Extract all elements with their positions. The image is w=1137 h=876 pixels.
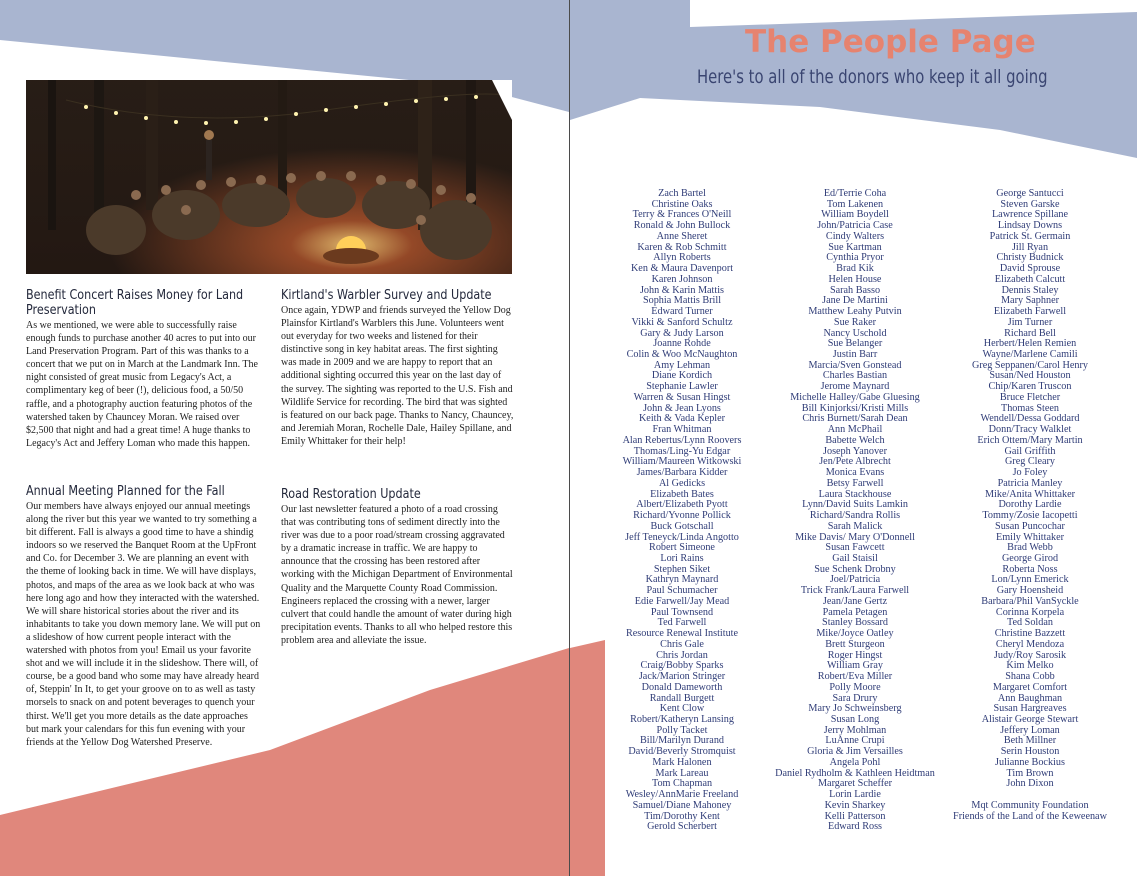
- donor-name: Karen Johnson: [651, 273, 713, 285]
- donor-name: Susan/Ned Houston: [989, 370, 1071, 382]
- donor-name: Erich Ottem/Mary Martin: [977, 434, 1083, 446]
- donor-organization: Mqt Community Foundation: [971, 799, 1089, 811]
- donor-name: Jean/Jane Gertz: [822, 595, 888, 607]
- donor-name: Mark Lareau: [655, 767, 709, 779]
- donor-name: Polly Moore: [829, 681, 881, 693]
- donor-name: Elizabeth Farwell: [993, 306, 1067, 318]
- donor-name: Cheryl Mendoza: [995, 638, 1065, 650]
- donor-name: Lynn/David Suits Lamkin: [802, 499, 908, 511]
- donor-name: Margaret Comfort: [992, 681, 1068, 693]
- donor-name: Sara Drury: [832, 692, 878, 704]
- donor-name: Susan Long: [830, 713, 880, 725]
- article-body: As we mentioned, we were able to successfully raise enough funds to purchase another 40 acres to put into our Land Preservation Program. Part of this was thanks to a concert that we put on in March at the Landmark Inn. The night consisted of great music from Legacy's Act, a complimentary keg of beer (!), delicious food, a 50/50 raffle, and a photography auction featuring photos of the watershed taken by Chauncey Moran. We raised over $2,500 that night and had a great time! A huge thanks to Legacy's Act and Jeffery Loman who made this happen.: [26, 320, 258, 449]
- donor-name: John Dixon: [1006, 778, 1054, 790]
- donor-name: Stephen Siket: [653, 563, 711, 575]
- donor-name: Paul Schumacher: [646, 585, 718, 597]
- donor-name: Laura Stackhouse: [818, 488, 892, 500]
- donor-name: Dorothy Lardie: [998, 499, 1062, 511]
- donor-name: Donald Dameworth: [641, 681, 723, 693]
- donor-name: Sue Raker: [833, 316, 877, 328]
- article-headline: Kirtland's Warbler Survey and Update: [281, 288, 492, 303]
- donor-name: Kim Melko: [1006, 660, 1054, 672]
- donor-name: Babette Welch: [825, 434, 885, 446]
- article-body: Our members have always enjoyed our annual meetings along the river but this year we wanted to try something a bit different. Fall is always a good time to have a shindig indoors so we reserved the Banquet Room at the UpFront and Co. for December 3. We are planning an event with the theme of looking back in time. We will have displays, photos, and maps of the area as we look back at who was here long ago and how they interacted with the watershed. We will share historical stories about the river and its inhabitants to take you down memory lane. We will put on a slideshow of how current people interact with the watershed with photos from you! Email us your favorite shot and we will include it in the slideshow. There will, of course, be a good band who some may have already heard of, Steppin' In It, to get your groove on to as well as tasty morsels to snack on and potent beverages to quench your thirst. We'll get you more details as the date approaches but mark your calendars for this fun evening with your friends at the Yellow Dog Watershed Preserve.: [26, 501, 261, 748]
- donor-name: Steven Garske: [1000, 198, 1060, 210]
- donor-name: Richard/Sandra Rollis: [809, 510, 901, 522]
- donor-name: Jeff Teneyck/Linda Angotto: [625, 531, 739, 543]
- donor-name: Allyn Roberts: [653, 252, 711, 264]
- article-annual-meeting: [26, 484, 262, 749]
- donor-name: Colin & Woo McNaughton: [626, 349, 738, 361]
- donor-name: Joel/Patricia: [829, 574, 881, 586]
- donor-name: Paul Townsend: [650, 606, 714, 618]
- donor-name: Sue Schenk Drobny: [814, 563, 896, 575]
- donor-name: Gloria & Jim Versailles: [807, 746, 903, 758]
- donor-name: Thomas/Ling-Yu Edgar: [633, 445, 731, 457]
- donor-name: Susan Hargreaves: [993, 703, 1067, 715]
- donor-name: Jill Ryan: [1011, 241, 1049, 253]
- donor-name: Mary Jo Schweinsberg: [808, 703, 902, 715]
- donor-name: Lindsay Downs: [997, 220, 1063, 232]
- donor-name: Monica Evans: [825, 467, 885, 479]
- donor-name: Greg Seppanen/Carol Henry: [972, 359, 1088, 371]
- donor-name: Fran Whitman: [652, 424, 712, 436]
- donor-name: Julianne Bockius: [995, 756, 1065, 768]
- donor-name: Robert/Eva Miller: [817, 671, 893, 683]
- donor-name: Robert/Katheryn Lansing: [630, 713, 734, 725]
- donor-name: John & Karin Mattis: [639, 284, 725, 296]
- donor-name: Alistair George Stewart: [981, 713, 1079, 725]
- donor-name: Kathryn Maynard: [645, 574, 719, 586]
- donor-name: Lori Rains: [660, 552, 704, 564]
- donor-name: Sarah Malick: [827, 520, 883, 532]
- donor-name: Elizabeth Calcutt: [994, 273, 1066, 285]
- donor-name: Ed/Terrie Coha: [823, 188, 887, 199]
- donor-name: Serin Houston: [1000, 746, 1060, 758]
- donor-name: Jerome Maynard: [820, 381, 890, 393]
- donor-name: Edward Ross: [827, 821, 883, 833]
- donor-name: Roberta Noss: [1002, 563, 1058, 575]
- donor-name: Ann Baughman: [997, 692, 1063, 704]
- donor-name: Richard/Yvonne Pollick: [633, 510, 731, 522]
- donor-name: Bill Kinjorksi/Kristi Mills: [801, 402, 909, 414]
- donor-name: Sue Belanger: [827, 338, 883, 350]
- donor-name: Kevin Sharkey: [824, 799, 886, 811]
- donor-name: Jeffery Loman: [1000, 724, 1060, 736]
- donor-name: Warren & Susan Hingst: [633, 391, 731, 403]
- donor-name: Betsy Farwell: [826, 477, 884, 489]
- donor-name: Tim Brown: [1006, 767, 1054, 779]
- donor-name: Tom Lakenen: [826, 198, 884, 210]
- donor-name: Lawrence Spillane: [991, 209, 1069, 221]
- donor-name: Terry & Frances O'Neill: [632, 209, 732, 221]
- donor-name: Edie Farwell/Jay Mead: [634, 595, 730, 607]
- donor-name: Gail Staisil: [832, 552, 878, 564]
- donor-name: Jo Foley: [1012, 467, 1048, 479]
- donor-name: David Sprouse: [999, 263, 1061, 275]
- donor-column-3: [930, 189, 1130, 822]
- donor-name: Thomas Steen: [1000, 402, 1059, 414]
- donor-name: Charles Bastian: [822, 370, 888, 382]
- donor-name: Susan Fawcett: [825, 542, 885, 554]
- donor-name: Diane Kordich: [651, 370, 713, 382]
- donor-name: Ted Soldan: [1007, 617, 1053, 629]
- article-kirtlands-warbler: [281, 288, 515, 448]
- donor-name: Karen & Rob Schmitt: [637, 241, 727, 253]
- donor-name: Albert/Elizabeth Pyott: [636, 499, 728, 511]
- donor-name: Roger Hingst: [827, 649, 883, 661]
- article-body: Our last newsletter featured a photo of a road crossing that was contributing tons of sediment directly into the river was due to a poor road/stream crossing aggravated by a dramatic increase in traffic. We are happy to announce that the crossing has been restored after working with the Michigan Department of Environmental Quality and the Marquette County Road Commission. Engineers replaced the crossing with a newer, larger culvert that could handle the amount of water during high precipitation events. Thanks to all who helped restore this problem area and alleviate the issue.: [281, 504, 513, 646]
- donor-name: Brad Webb: [1007, 542, 1053, 554]
- donor-name: Stanley Bossard: [822, 617, 888, 629]
- donor-name: Joanne Rohde: [653, 338, 711, 350]
- article-body: Once again, YDWP and friends surveyed the Yellow Dog Plainsfor Kirtland's Warblers this June. Volunteers went out everyday for two weeks and listened for their distinctive song in key habitat areas. The first sighting was made in 2009 and we are happy to report that an additional sighting occurred this year on the last day of the survey. The sighting was reported to the U.S. Fish and Wildlife Service for recording. The bird that was sighted is featured on our back page. Thanks to Nancy, Chauncey, and Jeremiah Moran, Rochelle Dale, Hailey Spillane, and Emily Whittaker for their help!: [281, 305, 514, 447]
- donor-name: David/Beverly Stromquist: [628, 746, 736, 758]
- donor-name: Patricia Manley: [997, 477, 1063, 489]
- donor-column-1: [592, 189, 772, 833]
- donor-name: Mark Halonen: [652, 756, 712, 768]
- donor-name: William Boydell: [821, 209, 889, 221]
- donor-name: Gary & Judy Larson: [640, 327, 724, 339]
- donor-name: Dennis Staley: [1001, 284, 1059, 296]
- donor-name: Christine Oaks: [651, 198, 713, 210]
- donor-name: Greg Cleary: [1004, 456, 1056, 468]
- donor-name: Wendell/Dessa Goddard: [980, 413, 1080, 425]
- donor-name: Emily Whittaker: [996, 531, 1064, 543]
- donor-name: Wesley/AnnMarie Freeland: [625, 789, 739, 801]
- donor-name: Judy/Roy Sarosik: [993, 649, 1067, 661]
- donor-name: Randall Burgett: [649, 692, 715, 704]
- donor-name: Pamela Petagen: [822, 606, 888, 618]
- donor-name: Polly Tacket: [656, 724, 708, 736]
- donor-organization: Friends of the Land of the Keweenaw: [953, 810, 1107, 822]
- donor-name: Richard Bell: [1004, 327, 1056, 339]
- donor-name: Patrick St. Germain: [989, 230, 1071, 242]
- article-benefit-concert: [26, 288, 262, 450]
- donor-name: Jen/Pete Albrecht: [819, 456, 891, 468]
- page-subtitle: Here's to all of the donors who keep it all going: [697, 66, 1048, 88]
- donor-name: John & Jean Lyons: [643, 402, 721, 414]
- donor-name: Elizabeth Bates: [650, 488, 714, 500]
- donor-name: Amy Lehman: [653, 359, 711, 371]
- donor-name: Helen House: [828, 273, 882, 285]
- donor-name: Mary Saphner: [1001, 295, 1059, 307]
- donor-name: Wayne/Marlene Camili: [982, 349, 1078, 361]
- donor-name: Bill/Marilyn Durand: [639, 735, 725, 747]
- article-headline: Annual Meeting Planned for the Fall: [26, 484, 225, 499]
- donor-name: Brad Kik: [836, 263, 874, 275]
- donor-name: William Gray: [827, 660, 883, 672]
- donor-name: Mike/Anita Whittaker: [984, 488, 1076, 500]
- donor-name: Keith & Vada Kepler: [638, 413, 726, 425]
- donor-name: Ann McPhail: [827, 424, 883, 436]
- donor-name: Michelle Halley/Gabe Gluesing: [790, 391, 920, 403]
- donor-name: Christy Budnick: [996, 252, 1064, 264]
- donor-name: Susan Puncochar: [995, 520, 1065, 532]
- donor-name: Cindy Walters: [825, 230, 885, 242]
- donor-name: James/Barbara Kidder: [636, 467, 728, 479]
- donor-name: Jerry Mohlman: [823, 724, 887, 736]
- donor-name: Ted Farwell: [657, 617, 707, 629]
- donor-name: Resource Renewal Institute: [625, 628, 739, 640]
- donor-name: Beth Millner: [1003, 735, 1057, 747]
- donor-name: LuAnne Crupi: [825, 735, 885, 747]
- donor-name: Jack/Marion Stringer: [638, 671, 726, 683]
- donor-name: Sarah Basso: [829, 284, 881, 296]
- donor-name: Cynthia Pryor: [826, 252, 884, 264]
- donor-name: Buck Gotschall: [650, 520, 714, 532]
- donor-name: Chris Burnett/Sarah Dean: [802, 413, 908, 425]
- donor-name: Samuel/Diane Mahoney: [632, 799, 732, 811]
- page-spine: [569, 0, 570, 876]
- article-road-restoration: [281, 487, 515, 647]
- donor-name: Corinna Korpela: [995, 606, 1065, 618]
- donor-name: Alan Rebertus/Lynn Roovers: [622, 434, 742, 446]
- donor-name: George Santucci: [996, 188, 1064, 199]
- donor-name: Ronald & John Bullock: [633, 220, 731, 232]
- donor-name: Brett Sturgeon: [825, 638, 885, 650]
- donor-name: John/Patricia Case: [817, 220, 893, 232]
- donor-name: Sophia Mattis Brill: [642, 295, 722, 307]
- donor-name: Chip/Karen Truscon: [988, 381, 1072, 393]
- article-headline: Benefit Concert Raises Money for Land Preservation: [26, 288, 244, 318]
- donor-name: William/Maureen Witkowski: [622, 456, 742, 468]
- donor-name: Herbert/Helen Remien: [983, 338, 1077, 350]
- page-title: The People Page: [745, 24, 1036, 60]
- donor-name: Tommy/Zosie Iacopetti: [982, 510, 1078, 522]
- donor-name: Gary Hoensheid: [996, 585, 1064, 597]
- donor-name: Tom Chapman: [651, 778, 713, 790]
- donor-name: Donn/Tracy Walklet: [988, 424, 1072, 436]
- donor-name: Stephanie Lawler: [646, 381, 718, 393]
- donor-name: Angela Pohl: [829, 756, 881, 768]
- donor-name: Ken & Maura Davenport: [630, 263, 734, 275]
- donor-name: Justin Barr: [832, 349, 878, 361]
- donor-name: Jane De Martini: [822, 295, 888, 307]
- donor-name: Chris Gale: [660, 638, 704, 650]
- campfire-photo: [26, 80, 512, 274]
- donor-name: Robert Simeone: [649, 542, 715, 554]
- donor-name: Mike Davis/ Mary O'Donnell: [795, 531, 915, 543]
- donor-column-2: [760, 189, 950, 833]
- donor-name: Joseph Yanover: [823, 445, 887, 457]
- donor-name: Sue Kartman: [828, 241, 882, 253]
- donor-name: Kelli Patterson: [824, 810, 886, 822]
- donor-name: Craig/Bobby Sparks: [640, 660, 724, 672]
- donor-name: Christine Bazzett: [994, 628, 1066, 640]
- donor-name: Edward Turner: [651, 306, 713, 318]
- donor-name: Nancy Uschold: [823, 327, 887, 339]
- donor-name: Marcia/Sven Gonstead: [808, 359, 902, 371]
- donor-name: Daniel Rydholm & Kathleen Heidtman: [775, 767, 935, 779]
- donor-name: Vikki & Sanford Schultz: [631, 316, 733, 328]
- donor-name: Gerold Scherbert: [647, 821, 717, 833]
- donor-name: Bruce Fletcher: [999, 391, 1061, 403]
- donor-name: Margaret Scheffer: [817, 778, 892, 790]
- donor-name: Anne Sheret: [656, 230, 708, 242]
- donor-name: Mike/Joyce Oatley: [816, 628, 894, 640]
- donor-name: Chris Jordan: [656, 649, 708, 661]
- donor-name: Jim Turner: [1007, 316, 1053, 328]
- donor-name: Lorin Lardie: [829, 789, 881, 801]
- donor-name: Matthew Leahy Putvin: [808, 306, 902, 318]
- donor-name: Gail Griffith: [1004, 445, 1056, 457]
- donor-name: Shana Cobb: [1005, 671, 1055, 683]
- donor-name: George Girod: [1001, 552, 1059, 564]
- article-headline: Road Restoration Update: [281, 487, 421, 502]
- donor-name: Al Gedicks: [658, 477, 706, 489]
- donor-name: Zach Bartel: [658, 188, 706, 199]
- donor-name: Lon/Lynn Emerick: [991, 574, 1069, 586]
- donor-name: Tim/Dorothy Kent: [644, 810, 720, 822]
- donor-name: Trick Frank/Laura Farwell: [800, 585, 910, 597]
- donor-name: Kent Clow: [659, 703, 705, 715]
- donor-name: Barbara/Phil VanSyckle: [981, 595, 1079, 607]
